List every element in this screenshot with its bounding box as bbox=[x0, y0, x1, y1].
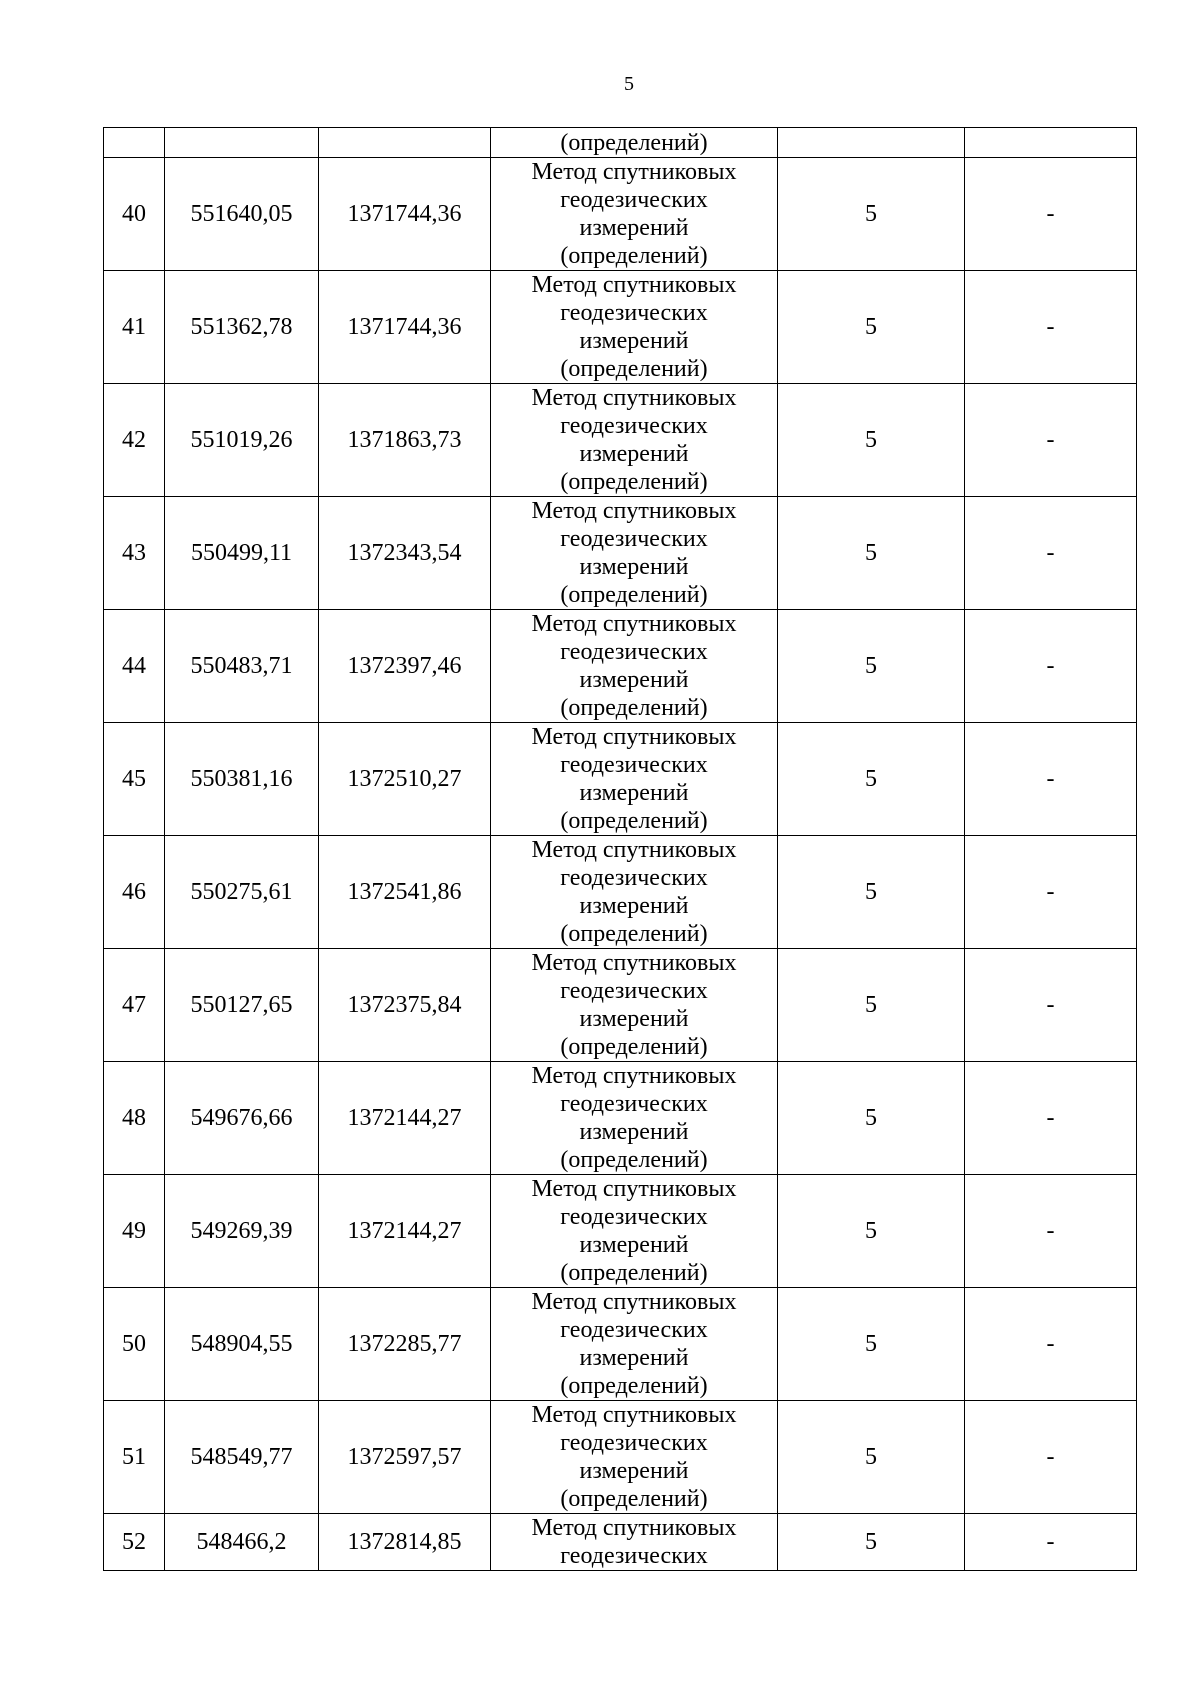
table-row bbox=[104, 384, 1137, 497]
cell-point-number: 52 bbox=[104, 1514, 165, 1571]
cell-point-number: 48 bbox=[104, 1062, 165, 1175]
method-line: геодезических bbox=[560, 1317, 708, 1343]
cell-note: - bbox=[965, 610, 1137, 723]
cell-note bbox=[965, 128, 1137, 158]
cell-accuracy: 5 bbox=[778, 1175, 965, 1288]
method-line: Метод спутниковых bbox=[531, 1289, 737, 1315]
cell-note: - bbox=[965, 271, 1137, 384]
cell-method bbox=[491, 1288, 778, 1401]
cell-note: - bbox=[965, 1288, 1137, 1401]
continued-row bbox=[104, 128, 1137, 158]
cell-method bbox=[491, 836, 778, 949]
cell-method bbox=[491, 1514, 778, 1571]
cell-note: - bbox=[965, 836, 1137, 949]
method-line: Метод спутниковых bbox=[531, 1515, 737, 1541]
cell-y: 1372814,85 bbox=[319, 1514, 491, 1571]
method-line: геодезических bbox=[560, 752, 708, 778]
method-line: геодезических bbox=[560, 1204, 708, 1230]
cell-method bbox=[491, 384, 778, 497]
cell-y: 1372541,86 bbox=[319, 836, 491, 949]
table-row bbox=[104, 1175, 1137, 1288]
cell-accuracy bbox=[778, 128, 965, 158]
method-line: Метод спутниковых bbox=[531, 498, 737, 524]
method-line: измерений bbox=[579, 1232, 689, 1258]
table-body bbox=[104, 128, 1137, 1571]
method-line: измерений bbox=[579, 215, 689, 241]
cell-x: 549269,39 bbox=[165, 1175, 319, 1288]
method-line: измерений bbox=[579, 1345, 689, 1371]
cell-method bbox=[491, 610, 778, 723]
cell-method bbox=[491, 949, 778, 1062]
method-line: измерений bbox=[579, 1458, 689, 1484]
table-row bbox=[104, 610, 1137, 723]
method-line: геодезических bbox=[560, 526, 708, 552]
cell-point-number: 42 bbox=[104, 384, 165, 497]
cell-method bbox=[491, 128, 778, 158]
cell-y: 1372597,57 bbox=[319, 1401, 491, 1514]
cell-method bbox=[491, 723, 778, 836]
method-line: геодезических bbox=[560, 187, 708, 213]
cell-accuracy: 5 bbox=[778, 610, 965, 723]
cell-note: - bbox=[965, 1401, 1137, 1514]
method-line: измерений bbox=[579, 667, 689, 693]
cell-x: 551019,26 bbox=[165, 384, 319, 497]
cell-note: - bbox=[965, 949, 1137, 1062]
cell-method bbox=[491, 158, 778, 271]
cell-y: 1371863,73 bbox=[319, 384, 491, 497]
cell-point-number: 50 bbox=[104, 1288, 165, 1401]
cell-point-number bbox=[104, 128, 165, 158]
cell-accuracy: 5 bbox=[778, 1401, 965, 1514]
method-line: (определений) bbox=[560, 808, 708, 834]
cell-accuracy: 5 bbox=[778, 158, 965, 271]
table-row bbox=[104, 836, 1137, 949]
cell-x: 550275,61 bbox=[165, 836, 319, 949]
table-row bbox=[104, 1062, 1137, 1175]
method-line: измерений bbox=[579, 328, 689, 354]
method-line: Метод спутниковых bbox=[531, 950, 737, 976]
method-line: геодезических bbox=[560, 413, 708, 439]
method-line: измерений bbox=[579, 554, 689, 580]
cell-y: 1372343,54 bbox=[319, 497, 491, 610]
cell-x: 550127,65 bbox=[165, 949, 319, 1062]
cell-accuracy: 5 bbox=[778, 1514, 965, 1571]
method-line: измерений bbox=[579, 1006, 689, 1032]
table-row bbox=[104, 158, 1137, 271]
method-line: геодезических bbox=[560, 300, 708, 326]
table-row bbox=[104, 497, 1137, 610]
cell-y: 1371744,36 bbox=[319, 271, 491, 384]
cell-x bbox=[165, 128, 319, 158]
cell-x: 551362,78 bbox=[165, 271, 319, 384]
cell-y: 1372285,77 bbox=[319, 1288, 491, 1401]
cell-x: 550483,71 bbox=[165, 610, 319, 723]
cell-method bbox=[491, 1175, 778, 1288]
page-number: 5 bbox=[624, 73, 634, 95]
cell-y: 1371744,36 bbox=[319, 158, 491, 271]
cell-x: 550499,11 bbox=[165, 497, 319, 610]
method-line: (определений) bbox=[560, 129, 708, 156]
method-line: измерений bbox=[579, 780, 689, 806]
cell-accuracy: 5 bbox=[778, 949, 965, 1062]
cell-note: - bbox=[965, 1062, 1137, 1175]
cell-accuracy: 5 bbox=[778, 497, 965, 610]
cell-point-number: 43 bbox=[104, 497, 165, 610]
method-line: геодезических bbox=[560, 865, 708, 891]
cell-x: 548466,2 bbox=[165, 1514, 319, 1571]
cell-accuracy: 5 bbox=[778, 1288, 965, 1401]
cell-y bbox=[319, 128, 491, 158]
cell-method bbox=[491, 1062, 778, 1175]
method-line: (определений) bbox=[560, 921, 708, 947]
cell-point-number: 49 bbox=[104, 1175, 165, 1288]
method-line: геодезических bbox=[560, 1543, 708, 1569]
method-line: (определений) bbox=[560, 243, 708, 269]
cell-note: - bbox=[965, 384, 1137, 497]
cell-x: 549676,66 bbox=[165, 1062, 319, 1175]
method-line: (определений) bbox=[560, 1260, 708, 1286]
method-line: Метод спутниковых bbox=[531, 159, 737, 185]
cell-point-number: 46 bbox=[104, 836, 165, 949]
method-line: (определений) bbox=[560, 582, 708, 608]
table-row bbox=[104, 949, 1137, 1062]
cell-point-number: 47 bbox=[104, 949, 165, 1062]
cell-point-number: 45 bbox=[104, 723, 165, 836]
cell-y: 1372397,46 bbox=[319, 610, 491, 723]
method-line: Метод спутниковых bbox=[531, 272, 737, 298]
method-line: измерений bbox=[579, 1119, 689, 1145]
method-line: измерений bbox=[579, 441, 689, 467]
cell-y: 1372144,27 bbox=[319, 1175, 491, 1288]
cell-y: 1372144,27 bbox=[319, 1062, 491, 1175]
cell-method bbox=[491, 271, 778, 384]
method-line: Метод спутниковых bbox=[531, 1402, 737, 1428]
method-line: (определений) bbox=[560, 1486, 708, 1512]
method-line: Метод спутниковых bbox=[531, 724, 737, 750]
method-line: Метод спутниковых bbox=[531, 611, 737, 637]
table-row bbox=[104, 271, 1137, 384]
table-row bbox=[104, 1514, 1137, 1571]
cell-point-number: 41 bbox=[104, 271, 165, 384]
cell-accuracy: 5 bbox=[778, 836, 965, 949]
method-line: геодезических bbox=[560, 978, 708, 1004]
method-line: (определений) bbox=[560, 695, 708, 721]
cell-note: - bbox=[965, 497, 1137, 610]
method-line: Метод спутниковых bbox=[531, 837, 737, 863]
cell-x: 548549,77 bbox=[165, 1401, 319, 1514]
cell-accuracy: 5 bbox=[778, 384, 965, 497]
cell-note: - bbox=[965, 723, 1137, 836]
method-line: геодезических bbox=[560, 1091, 708, 1117]
coordinates-table bbox=[103, 127, 1137, 1571]
cell-method bbox=[491, 1401, 778, 1514]
method-line: Метод спутниковых bbox=[531, 385, 737, 411]
cell-accuracy: 5 bbox=[778, 271, 965, 384]
cell-note: - bbox=[965, 158, 1137, 271]
cell-note: - bbox=[965, 1514, 1137, 1571]
method-line: геодезических bbox=[560, 1430, 708, 1456]
method-line: геодезических bbox=[560, 639, 708, 665]
cell-point-number: 40 bbox=[104, 158, 165, 271]
method-line: (определений) bbox=[560, 1373, 708, 1399]
method-line: (определений) bbox=[560, 356, 708, 382]
cell-x: 551640,05 bbox=[165, 158, 319, 271]
method-line: (определений) bbox=[560, 1034, 708, 1060]
cell-x: 550381,16 bbox=[165, 723, 319, 836]
cell-accuracy: 5 bbox=[778, 1062, 965, 1175]
method-line: (определений) bbox=[560, 469, 708, 495]
cell-point-number: 51 bbox=[104, 1401, 165, 1514]
method-line: Метод спутниковых bbox=[531, 1176, 737, 1202]
method-line: Метод спутниковых bbox=[531, 1063, 737, 1089]
cell-accuracy: 5 bbox=[778, 723, 965, 836]
method-line: измерений bbox=[579, 893, 689, 919]
table-row bbox=[104, 1401, 1137, 1514]
table-row bbox=[104, 723, 1137, 836]
cell-point-number: 44 bbox=[104, 610, 165, 723]
cell-method bbox=[491, 497, 778, 610]
table-row bbox=[104, 1288, 1137, 1401]
cell-note: - bbox=[965, 1175, 1137, 1288]
cell-x: 548904,55 bbox=[165, 1288, 319, 1401]
cell-y: 1372510,27 bbox=[319, 723, 491, 836]
cell-y: 1372375,84 bbox=[319, 949, 491, 1062]
method-line: (определений) bbox=[560, 1147, 708, 1173]
